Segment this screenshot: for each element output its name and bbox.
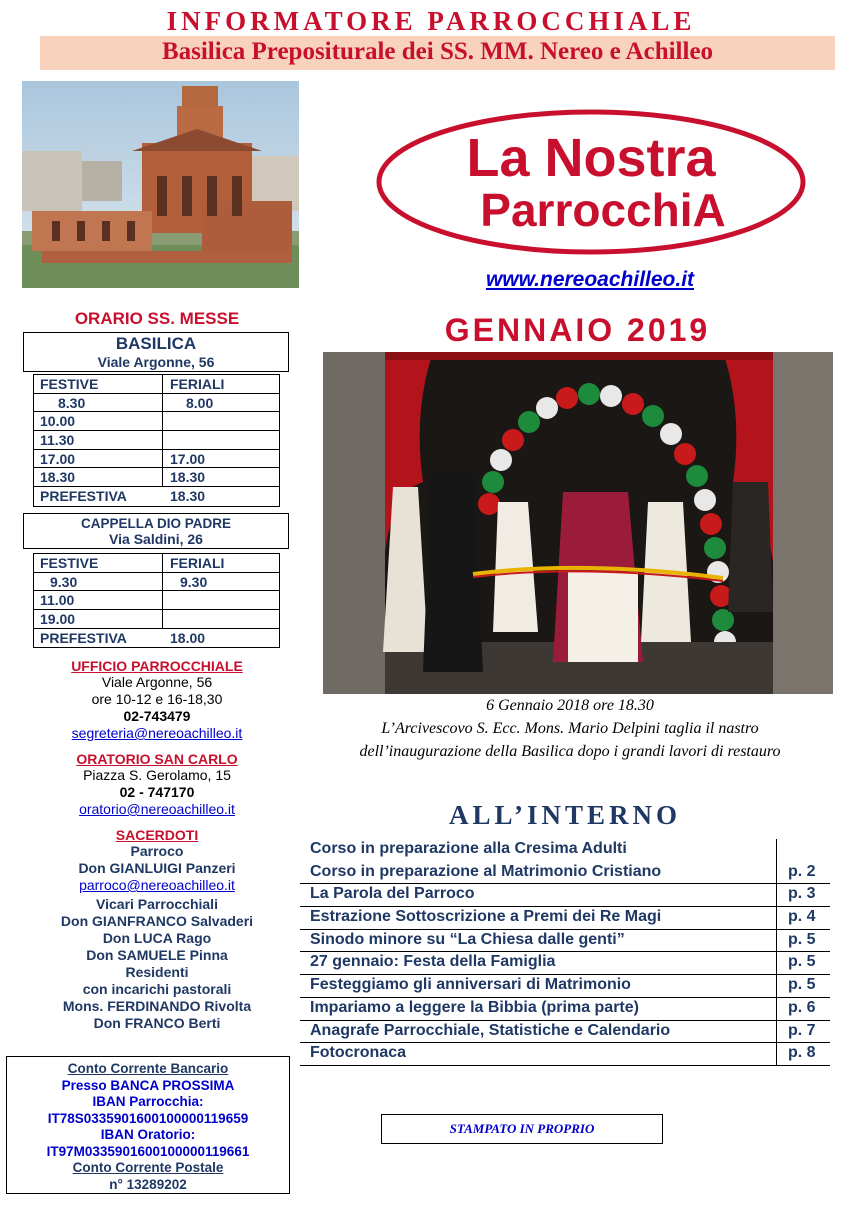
sacerdoti-title: SACERDOTI (115, 827, 199, 843)
residenti-note: con incarichi pastorali (82, 981, 232, 997)
feriali-time: 9.30 (180, 573, 208, 590)
ufficio-title: UFFICIO PARROCCHIALE (71, 658, 243, 674)
residenti-label: Residenti (125, 964, 189, 980)
festive-time: 17.00 (40, 450, 76, 467)
photo-caption-line3: dell’inaugurazione della Basilica dopo i grandi lavori di restauro (359, 743, 781, 760)
residente-name: Don FRANCO Berti (93, 1015, 221, 1031)
festive-time: 11.30 (40, 432, 75, 449)
festive-time: 11.00 (40, 592, 75, 609)
issue-month: GENNAIO 2019 (444, 312, 711, 348)
conto-postale-label: Conto Corrente Postale (72, 1160, 224, 1175)
index-item-title: Anagrafe Parrocchiale, Statistiche e Calendario (310, 1021, 671, 1039)
oratorio-phone: 02 - 747170 (119, 784, 195, 800)
cappella-schedule-table (33, 553, 280, 648)
conto-bank: Presso BANCA PROSSIMA (61, 1077, 235, 1093)
feriali-header: FERIALI (170, 555, 225, 571)
index-item-page: p. 5 (788, 930, 816, 948)
festive-time: 8.30 (58, 394, 86, 411)
index-item-title: La Parola del Parroco (310, 885, 475, 903)
photo-caption-line2: L’Arcivescovo S. Ecc. Mons. Mario Delpini taglia il nastro (381, 720, 759, 737)
ufficio-email-link[interactable]: segreteria@nereoachilleo.it (71, 725, 243, 741)
schedule-row (34, 610, 279, 629)
index-title: ALL’INTERNO (448, 800, 682, 830)
bank-account-box (6, 1056, 290, 1194)
index-item-title: Corso in preparazione alla Cresima Adulti (310, 840, 627, 857)
index-item-title: Impariamo a leggere la Bibbia (prima parte) (310, 998, 639, 1016)
parroco-label: Parroco (130, 843, 184, 859)
parroco-name: Don GIANLUIGI Panzeri (78, 860, 236, 876)
schedule-row (34, 431, 279, 450)
feriali-time: 8.00 (186, 394, 214, 411)
iban-oratorio: IT97M0335901600100000119661 (46, 1143, 250, 1159)
index-row[interactable] (300, 1021, 830, 1044)
cappella-name: CAPPELLA DIO PADRE (80, 516, 231, 531)
conto-postale-number: n° 13289202 (109, 1176, 187, 1192)
schedule-row (34, 591, 279, 610)
index-item-page: p. 4 (788, 908, 816, 926)
index-row[interactable] (300, 930, 830, 953)
index-item-title: Corso in preparazione al Matrimonio Cristiano (310, 862, 662, 880)
schedule-row (34, 573, 279, 592)
prefestiva-time: 18.00 (170, 629, 206, 646)
la-nostra-parrocchia-logo (375, 108, 807, 256)
index-row[interactable] (300, 952, 830, 975)
festive-header: FESTIVE (40, 376, 99, 392)
mass-schedule-title: ORARIO SS. MESSE (74, 309, 240, 328)
feriali-time: 18.30 (170, 469, 206, 486)
schedule-row (34, 450, 279, 469)
index-row[interactable] (300, 839, 830, 862)
residente-name: Mons. FERDINANDO Rivolta (62, 998, 252, 1014)
feriali-time: 17.00 (170, 450, 206, 467)
index-item-page: p. 5 (788, 976, 816, 994)
schedule-row (34, 468, 279, 487)
ufficio-address: Viale Argonne, 56 (101, 674, 213, 690)
ufficio-hours: ore 10-12 e 16-18,30 (91, 691, 223, 707)
table-of-contents (300, 839, 830, 1066)
vicario-name: Don LUCA Rago (102, 930, 212, 946)
feriali-header: FERIALI (170, 376, 225, 392)
index-item-page: p. 2 (788, 862, 816, 880)
index-item-title: 27 gennaio: Festa della Famiglia (310, 953, 556, 971)
basilica-subtitle: Basilica Prepositurale dei SS. MM. Nereo e Achilleo (161, 38, 714, 65)
festive-time: 10.00 (40, 413, 76, 430)
basilica-schedule-table (33, 374, 280, 507)
index-item-page: p. 3 (788, 885, 816, 903)
photo-caption-date: 6 Gennaio 2018 ore 18.30 (486, 697, 654, 714)
index-row[interactable] (300, 907, 830, 930)
prefestiva-row (34, 629, 279, 648)
index-row[interactable] (300, 884, 830, 907)
index-item-page: p. 6 (788, 998, 816, 1016)
oratorio-address: Piazza S. Gerolamo, 15 (83, 767, 231, 783)
cappella-address: Via Saldini, 26 (109, 531, 203, 547)
index-item-page: p. 7 (788, 1021, 816, 1039)
festive-time: 18.30 (40, 469, 76, 486)
vicario-name: Don SAMUELE Pinna (86, 947, 228, 963)
index-row[interactable] (300, 998, 830, 1021)
index-row[interactable] (300, 975, 830, 998)
iban-parrocchia-label: IBAN Parrocchia: (92, 1094, 204, 1109)
ufficio-phone: 02-743479 (123, 708, 191, 724)
index-item-title: Sinodo minore su “La Chiesa dalle genti” (310, 930, 625, 948)
vicari-label: Vicari Parrocchiali (96, 896, 218, 912)
iban-parrocchia: IT78S0335901600100000119659 (47, 1110, 249, 1126)
ribbon-cutting-photo (323, 352, 833, 694)
conto-title: Conto Corrente Bancario (67, 1061, 229, 1076)
website-link[interactable]: www.nereoachilleo.it (485, 268, 695, 291)
printed-in-house-note: STAMPATO IN PROPRIO (381, 1114, 663, 1144)
festive-header: FESTIVE (40, 555, 99, 571)
parroco-email-link[interactable]: parroco@nereoachilleo.it (79, 877, 235, 893)
basilica-name: BASILICA (115, 334, 197, 353)
oratorio-email-link[interactable]: oratorio@nereoachilleo.it (79, 801, 235, 817)
basilica-header-box (23, 332, 289, 372)
prefestiva-label: PREFESTIVA (40, 629, 127, 646)
cappella-header-box (23, 513, 289, 549)
index-row[interactable] (300, 1043, 830, 1066)
schedule-row (34, 394, 279, 413)
logo-line1: La Nostra (466, 128, 716, 188)
oratorio-title: ORATORIO SAN CARLO (76, 751, 238, 767)
vicario-name: Don GIANFRANCO Salvaderi (60, 913, 254, 929)
schedule-header-row (34, 554, 279, 573)
festive-time: 19.00 (40, 611, 76, 628)
schedule-row (34, 412, 279, 431)
prefestiva-label: PREFESTIVA (40, 488, 127, 505)
basilica-address: Viale Argonne, 56 (97, 354, 215, 370)
index-item-title: Festeggiamo gli anniversari di Matrimonio (310, 976, 631, 994)
prefestiva-time: 18.30 (170, 488, 206, 505)
newsletter-title: INFORMATORE PARROCCHIALE (166, 6, 696, 36)
iban-oratorio-label: IBAN Oratorio: (100, 1127, 196, 1142)
festive-time: 9.30 (50, 573, 78, 590)
index-item-page: p. 8 (788, 1044, 816, 1062)
index-item-title: Fotocronaca (310, 1044, 407, 1062)
index-item-title: Estrazione Sottoscrizione a Premi dei Re Magi (310, 908, 662, 926)
logo-line2: ParrocchiA (480, 184, 726, 236)
basilica-photo (22, 81, 299, 288)
prefestiva-row (34, 487, 279, 506)
index-row[interactable] (300, 862, 830, 885)
schedule-header-row (34, 375, 279, 394)
index-item-page: p. 5 (788, 953, 816, 971)
